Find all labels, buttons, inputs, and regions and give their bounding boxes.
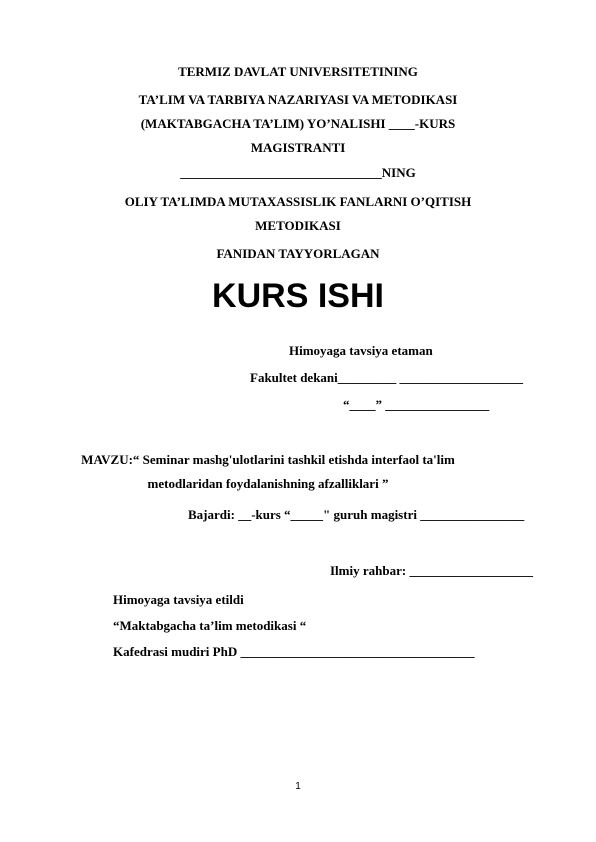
subject-line-1: OLIY TA’LIMDA MUTAXASSISLIK FANLARNI O’QITISH — [124, 194, 472, 209]
university-name: TERMIZ DAVLAT UNIVERSITETINING — [178, 64, 418, 79]
author-line: Bajardi: __-kurs “_____" guruh magistri ________________ — [188, 507, 525, 522]
supervisor-line: Ilmiy rahbar: ___________________ — [330, 563, 533, 578]
approval-date: “____” ________________ — [343, 397, 490, 412]
document-title: KURS ISHI — [212, 277, 384, 315]
subject-line-2: METODIKASI — [255, 218, 341, 233]
student-role: MAGISTRANTI — [250, 140, 346, 155]
student-name-blank: _______________________________NING — [180, 165, 416, 180]
page-number: 1 — [295, 781, 301, 792]
defense-chair: “Maktabgacha ta’lim metodikasi “ — [113, 618, 307, 633]
topic-line-1: MAVZU:“ Seminar mashg'ulotlarini tashkil etishda interfaol ta'lim — [81, 452, 455, 467]
approval-recommend: Himoyaga tavsiya etaman — [289, 343, 433, 358]
department-line-1: TA’LIM VA TARBIYA NAZARIYASI VA METODIKASI — [138, 92, 458, 107]
department-line-2: (MAKTABGACHA TA’LIM) YO’NALISHI ____-KURS — [140, 116, 456, 131]
approval-dean: Fakultet dekani_________ ___________________ — [250, 370, 524, 385]
topic-line-2: metodlaridan foydalanishning afzalliklari ” — [147, 476, 389, 491]
defense-head: Kafedrasi mudiri PhD ____________________________________ — [113, 644, 475, 659]
defense-recommended: Himoyaga tavsiya etildi — [113, 592, 244, 607]
prepared-by-line: FANIDAN TAYYORLAGAN — [216, 246, 380, 261]
